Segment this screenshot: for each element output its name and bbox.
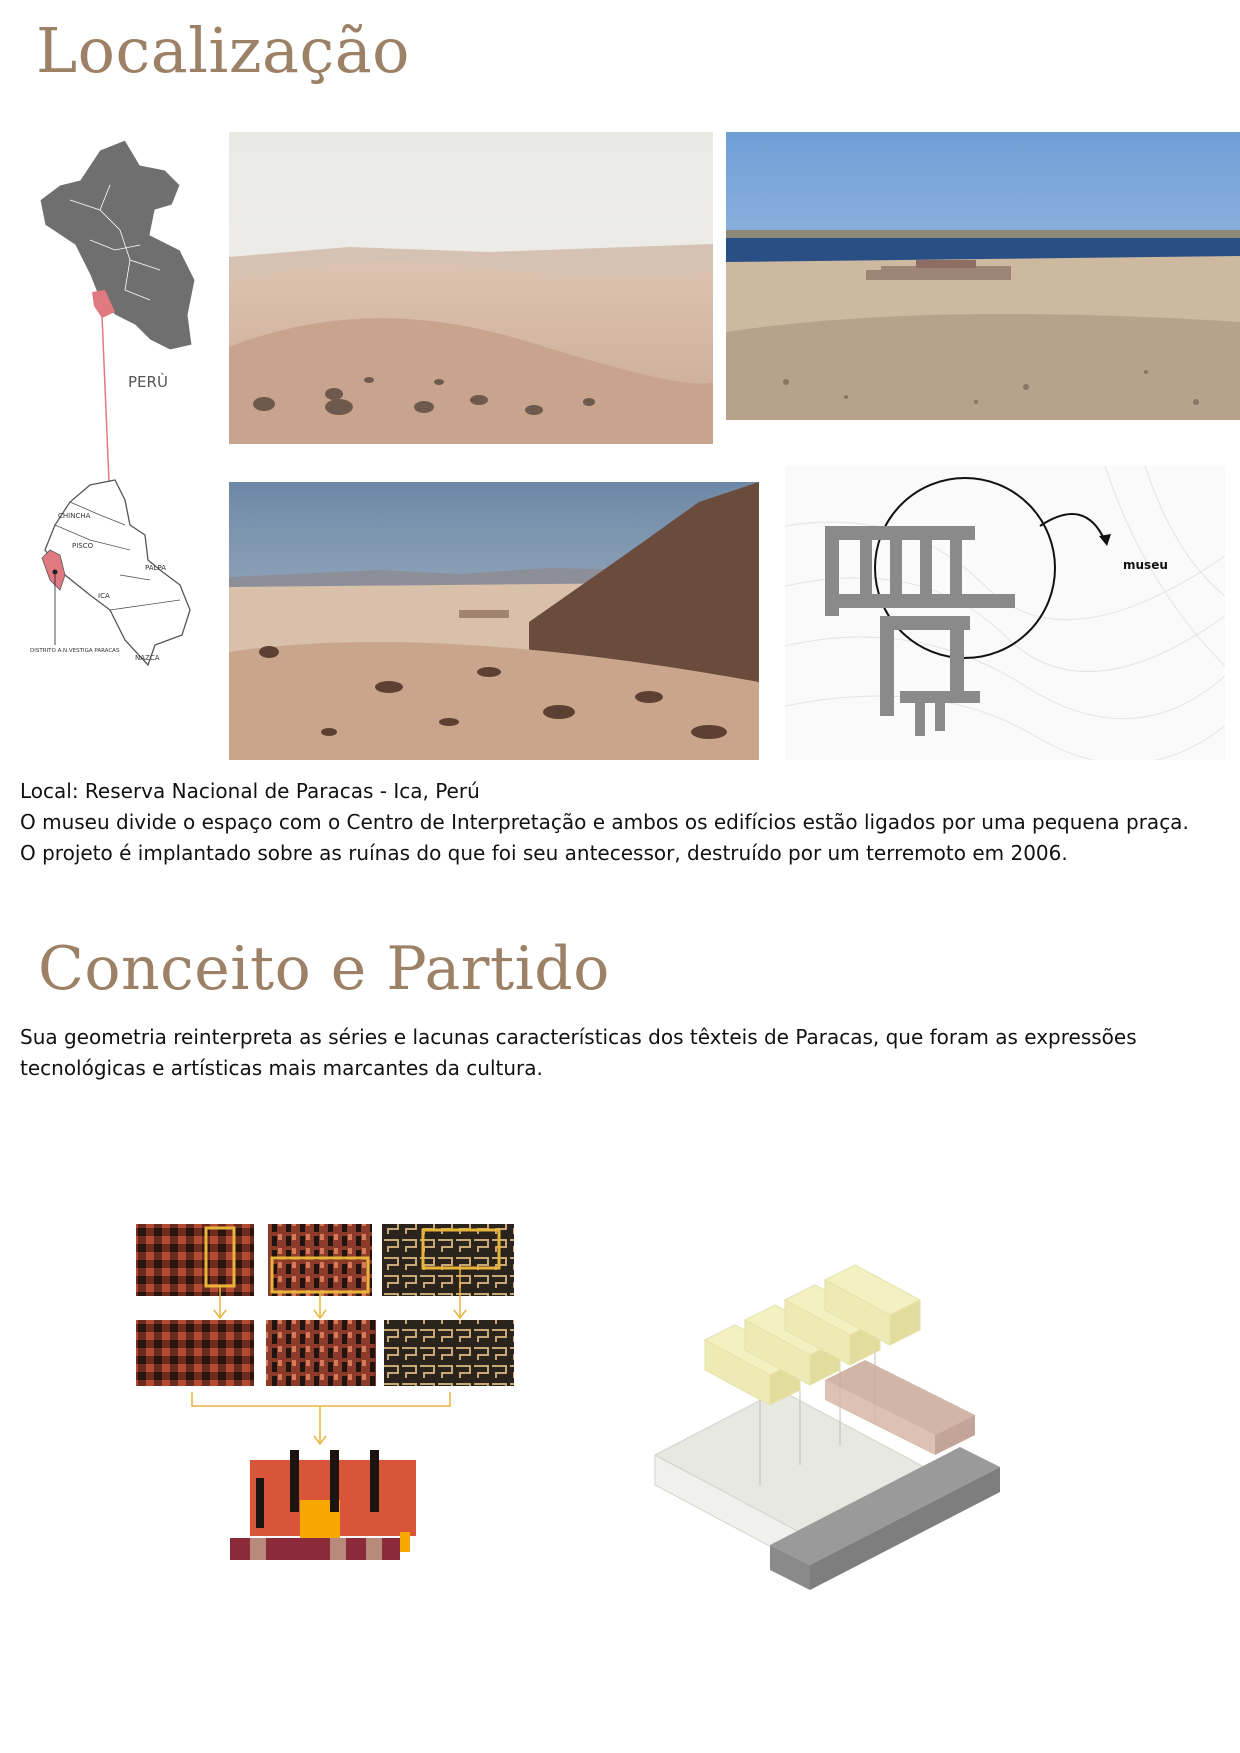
location-description	[20, 776, 1189, 869]
peru-location-map	[30, 140, 200, 720]
ica-department-shape	[45, 480, 190, 665]
textile-detail	[384, 1320, 514, 1386]
map-label-pisco: PISCO	[72, 542, 94, 550]
peru-country-shape	[40, 140, 195, 350]
photo-rocky-hillside	[229, 482, 759, 760]
axonometric-volume-diagram	[640, 1225, 1040, 1595]
location-text-line: Local: Reserva Nacional de Paracas - Ica, Perú	[20, 779, 480, 803]
map-label-ica: ICA	[98, 592, 110, 600]
map-label-palpa: PALPA	[145, 564, 167, 572]
map-label-nazca: NAZCA	[135, 654, 160, 662]
section-title-conceito: Conceito e Partido	[38, 934, 610, 1004]
textile-derivation-diagram	[130, 1220, 530, 1580]
site-plan-diagram	[785, 466, 1225, 760]
textile-sample	[136, 1224, 254, 1296]
concept-description	[20, 1022, 1137, 1084]
location-text-line: O projeto é implantado sobre as ruínas do que foi seu antecessor, destruído por um terremoto em 2006.	[20, 841, 1068, 865]
site-plan-label-museu: museu	[1123, 558, 1168, 572]
map-label-peru: PERÙ	[128, 373, 168, 391]
textile-detail	[136, 1320, 254, 1386]
concept-text-line: tecnológicas e artísticas mais marcantes da cultura.	[20, 1056, 543, 1080]
textile-detail	[266, 1320, 376, 1386]
concept-text-line: Sua geometria reinterpreta as séries e lacunas características dos têxteis de Paracas, que foram as expressões	[20, 1025, 1137, 1049]
section-title-localizacao: Localização	[36, 14, 410, 87]
textile-sample	[382, 1224, 514, 1296]
location-text-line: O museu divide o espaço com o Centro de Interpretação e ambos os edifícios estão ligados por uma pequena praça.	[20, 810, 1189, 834]
photo-desert-dunes	[229, 132, 713, 444]
textile-sample	[268, 1224, 372, 1296]
map-label-chincha: CHINCHA	[58, 512, 91, 520]
photo-museum-bay	[726, 132, 1240, 420]
map-label-distrito: DISTRITO A.N.VESTIGA PARACAS	[30, 648, 120, 654]
